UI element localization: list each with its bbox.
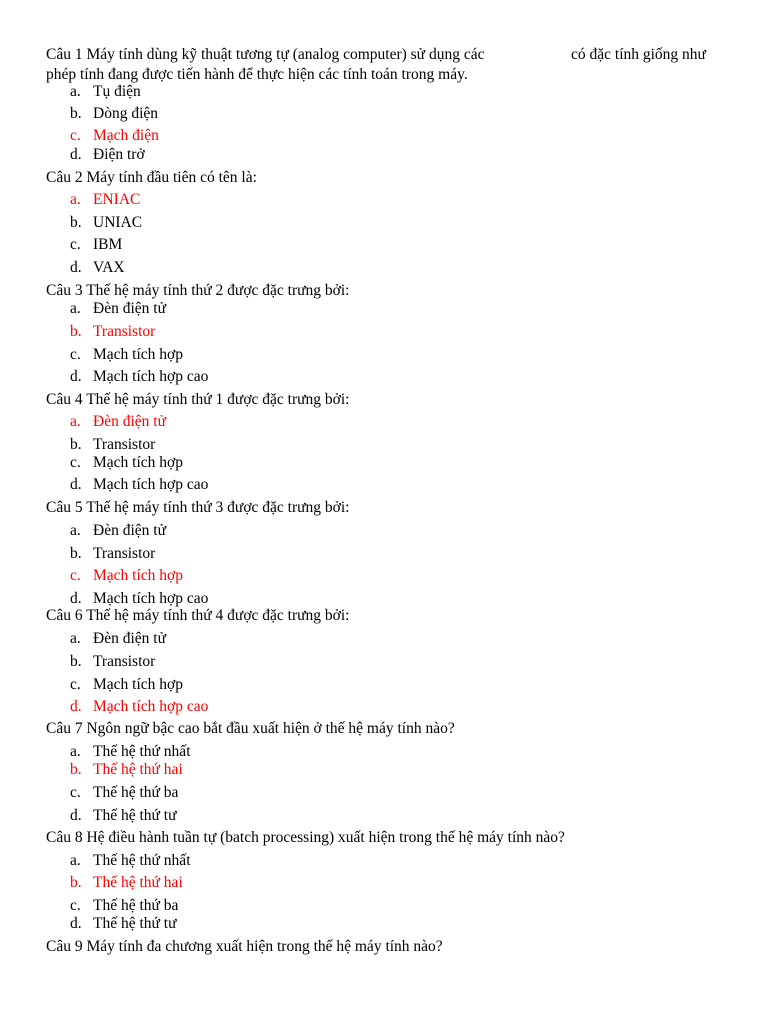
q4-option-c: c. Mạch tích hợp bbox=[70, 454, 183, 471]
q5-option-c-correct: c. Mạch tích hợp bbox=[70, 567, 183, 584]
q7-option-d: d. Thế hệ thứ tư bbox=[70, 807, 177, 824]
question-8-title: Câu 8 Hệ điều hành tuần tự (batch processing) xuất hiện trong thế hệ máy tính nào? bbox=[46, 829, 565, 846]
q1-option-b: b. Dòng điện bbox=[70, 105, 159, 122]
q8-option-c: c. Thế hệ thứ ba bbox=[70, 897, 179, 914]
q8-option-b-correct: b. Thế hệ thứ hai bbox=[70, 874, 183, 891]
question-1-title-line2: phép tính đang được tiến hành để thực hiện các tính toán trong máy. bbox=[46, 66, 468, 83]
q2-option-d: d. VAX bbox=[70, 259, 125, 276]
q3-option-b-correct: b. Transistor bbox=[70, 323, 156, 340]
q1-option-c-correct: c. Mạch điện bbox=[70, 127, 159, 144]
q6-option-d-correct: d. Mạch tích hợp cao bbox=[70, 698, 209, 715]
q8-option-d: d. Thế hệ thứ tư bbox=[70, 915, 177, 932]
q6-option-c: c. Mạch tích hợp bbox=[70, 676, 183, 693]
q3-option-a: a. Đèn điện tử bbox=[70, 300, 166, 317]
q5-option-d: d. Mạch tích hợp cao bbox=[70, 590, 209, 607]
q8-option-a: a. Thế hệ thứ nhất bbox=[70, 852, 191, 869]
q4-option-d: d. Mạch tích hợp cao bbox=[70, 476, 209, 493]
question-1-title-left: Câu 1 Máy tính dùng kỹ thuật tương tự (analog computer) sử dụng các bbox=[46, 46, 485, 63]
question-5-title: Câu 5 Thế hệ máy tính thứ 3 được đặc trưng bởi: bbox=[46, 499, 350, 516]
question-1-title bbox=[46, 45, 726, 65]
q2-option-c: c. IBM bbox=[70, 236, 123, 253]
q7-option-c: c. Thế hệ thứ ba bbox=[70, 784, 179, 801]
question-3-title: Câu 3 Thế hệ máy tính thứ 2 được đặc trưng bởi: bbox=[46, 282, 350, 299]
q6-option-a: a. Đèn điện tử bbox=[70, 630, 166, 647]
q2-option-a-correct: a. ENIAC bbox=[70, 191, 141, 208]
q3-option-d: d. Mạch tích hợp cao bbox=[70, 368, 209, 385]
question-6-title: Câu 6 Thế hệ máy tính thứ 4 được đặc trưng bởi: bbox=[46, 607, 350, 624]
question-7-title: Câu 7 Ngôn ngữ bậc cao bắt đầu xuất hiện ở thế hệ máy tính nào? bbox=[46, 720, 455, 737]
q7-option-a: a. Thế hệ thứ nhất bbox=[70, 743, 191, 760]
q7-option-b-correct: b. Thế hệ thứ hai bbox=[70, 761, 183, 778]
q6-option-b: b. Transistor bbox=[70, 653, 156, 670]
q1-option-d: d. Điện trở bbox=[70, 146, 145, 163]
q2-option-b: b. UNIAC bbox=[70, 214, 143, 231]
question-4-title: Câu 4 Thế hệ máy tính thứ 1 được đặc trưng bởi: bbox=[46, 391, 350, 408]
question-1-title-right: có đặc tính giống như bbox=[571, 46, 706, 63]
question-2-title: Câu 2 Máy tính đầu tiên có tên là: bbox=[46, 169, 257, 186]
q3-option-c: c. Mạch tích hợp bbox=[70, 346, 183, 363]
q4-option-a-correct: a. Đèn điện tử bbox=[70, 413, 166, 430]
q1-option-a: a. Tụ điện bbox=[70, 83, 141, 100]
q5-option-b: b. Transistor bbox=[70, 545, 156, 562]
question-9-title: Câu 9 Máy tính đa chương xuất hiện trong thế hệ máy tính nào? bbox=[46, 938, 443, 955]
q5-option-a: a. Đèn điện tử bbox=[70, 522, 166, 539]
q4-option-b: b. Transistor bbox=[70, 436, 156, 453]
